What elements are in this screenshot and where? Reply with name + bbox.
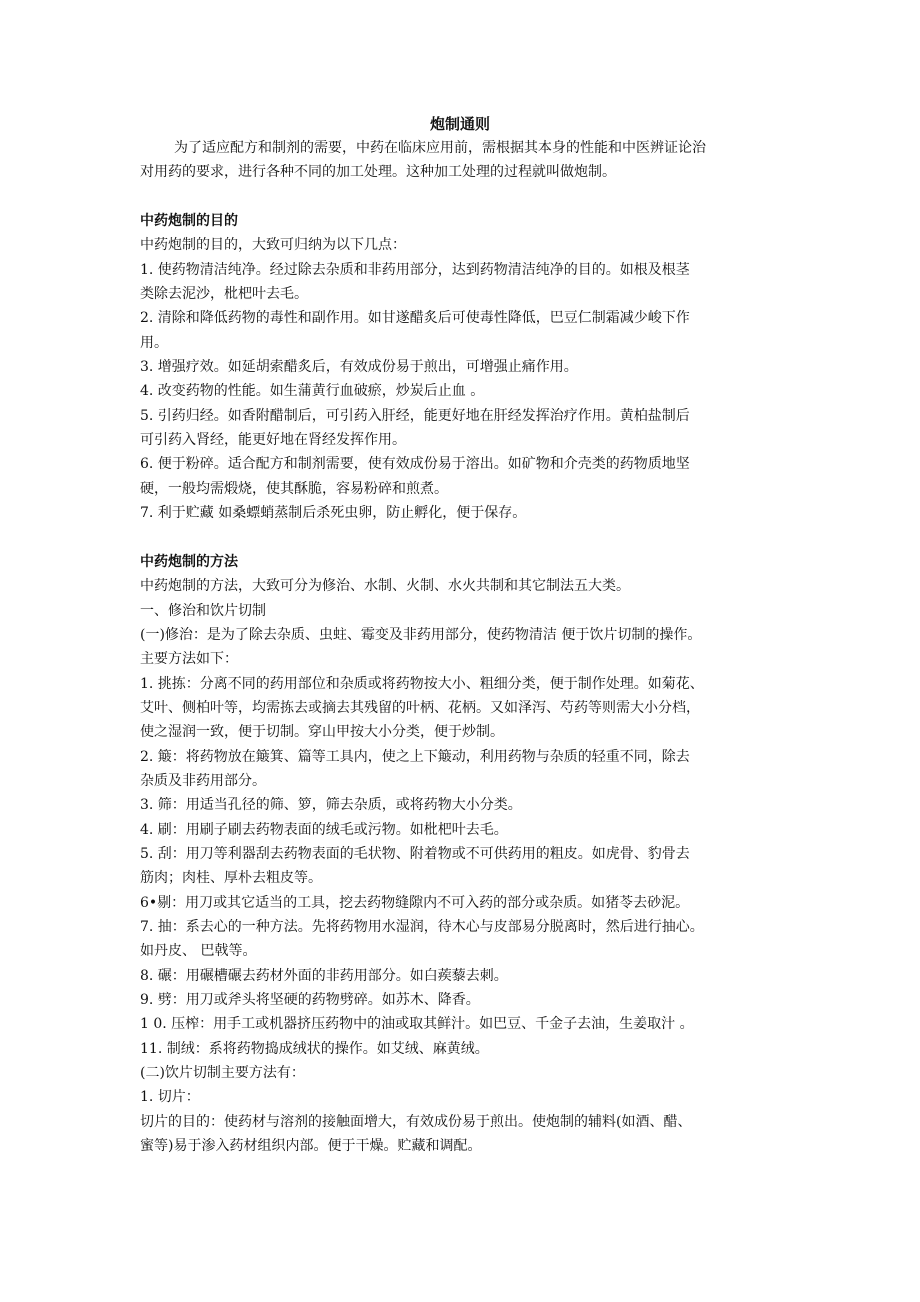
text-line: 1 0. 压榨：用手工或机器挤压药物中的油或取其鲜汁。如巴豆、千金子去油，生姜取汁 。 bbox=[140, 1016, 694, 1033]
section-heading: 中药炮制的方法 bbox=[140, 553, 238, 570]
text-line: 4. 改变药物的性能。如生蒲黄行血破瘀，炒炭后止血 。 bbox=[140, 383, 485, 400]
text-line: 2. 簸：将药物放在簸箕、篇等工具内，使之上下簸动，利用药物与杂质的轻重不同，除去 bbox=[140, 748, 690, 765]
text-line: 1. 切片： bbox=[140, 1089, 200, 1106]
text-line: (一)修治：是为了除去杂质、虫蛀、霉变及非药用部分，使药物清洁 便于饮片切制的操作。 bbox=[140, 626, 702, 643]
text-line: 切片的目的：使药材与溶剂的接触面增大，有效成份易于煎出。使炮制的辅料(如酒、醋、 bbox=[140, 1113, 692, 1130]
text-line: 1. 使药物清洁纯净。经过除去杂质和非药用部分，达到药物清洁纯净的目的。如根及根茎 bbox=[140, 261, 690, 278]
text-line: 一、修治和饮片切制 bbox=[140, 602, 266, 619]
text-line: 用。 bbox=[140, 334, 168, 351]
text-line: 杂质及非药用部分。 bbox=[140, 772, 266, 789]
text-line: 9. 劈：用刀或斧头将坚硬的药物劈碎。如苏木、降香。 bbox=[140, 992, 480, 1009]
text-line: 11. 制绒：系将药物捣成绒状的操作。如艾绒、麻黄绒。 bbox=[140, 1040, 489, 1057]
text-line: 7. 利于贮藏 如桑螵蛸蒸制后杀死虫卵，防止孵化，便于保存。 bbox=[140, 505, 527, 522]
text-line: 1. 挑拣：分离不同的药用部位和杂质或将药物按大小、粗细分类，便于制作处理。如菊花、 bbox=[140, 675, 704, 692]
text-line: 蜜等)易于渗入药材组织内部。便于干燥。贮藏和调配。 bbox=[140, 1138, 482, 1155]
paragraph-gap bbox=[140, 185, 800, 209]
document-body bbox=[140, 136, 800, 1158]
text-line: 可引药入肾经，能更好地在肾经发挥作用。 bbox=[140, 432, 406, 449]
text-line: (二)饮片切制主要方法有： bbox=[140, 1065, 305, 1082]
text-line: 中药炮制的目的，大致可归纳为以下几点： bbox=[140, 237, 406, 254]
text-line: 2. 清除和降低药物的毒性和副作用。如甘遂醋炙后可使毒性降低，巴豆仁制霜减少峻下作 bbox=[140, 310, 690, 327]
intro-line: 为了适应配方和制剂的需要，中药在临床应用前，需根据其本身的性能和中医辨证论治 bbox=[174, 140, 706, 156]
text-line: 3. 筛：用适当孔径的筛、箩，筛去杂质，或将药物大小分类。 bbox=[140, 797, 522, 814]
text-line: 使之湿润一致，便于切制。穿山甲按大小分类，便于炒制。 bbox=[140, 724, 504, 741]
text-line: 筋肉；肉桂、厚朴去粗皮等。 bbox=[140, 870, 322, 887]
paragraph-gap bbox=[140, 526, 800, 550]
section-heading: 中药炮制的目的 bbox=[140, 213, 238, 230]
text-line: 7. 抽：系去心的一种方法。先将药物用水湿润，待木心与皮部易分脱离时，然后进行抽心。 bbox=[140, 919, 704, 935]
text-line: 6. 便于粉碎。适合配方和制剂需要，使有效成份易于溶出。如矿物和介壳类的药物质地坚 bbox=[140, 456, 690, 473]
text-line: 5. 刮：用刀等利器刮去药物表面的毛状物、附着物或不可供药用的粗皮。如虎骨、豹骨去 bbox=[140, 845, 690, 862]
text-line: 6•剔：用刀或其它适当的工具，挖去药物缝隙内不可入药的部分或杂质。如猪苓去砂泥。 bbox=[140, 894, 690, 911]
intro-line: 对用药的要求，进行各种不同的加工处理。这种加工处理的过程就叫做炮制。 bbox=[140, 164, 616, 181]
text-line: 硬，一般均需煅烧，使其酥脆，容易粉碎和煎煮。 bbox=[140, 480, 448, 497]
text-line: 如丹皮、 巴戟等。 bbox=[140, 943, 257, 960]
text-line: 3. 增强疗效。如延胡索醋炙后，有效成份易于煎出，可增强止痛作用。 bbox=[140, 359, 578, 376]
text-line: 主要方法如下： bbox=[140, 651, 238, 668]
text-line: 5. 引药归经。如香附醋制后，可引药入肝经，能更好地在肝经发挥治疗作用。黄柏盐制后 bbox=[140, 407, 690, 424]
text-line: 类除去泥沙，枇杷叶去毛。 bbox=[140, 286, 308, 303]
text-line: 8. 碾：用碾槽碾去药材外面的非药用部分。如白蒺藜去刺。 bbox=[140, 967, 508, 984]
text-line: 4. 刷：用刷子刷去药物表面的绒毛或污物。如枇杷叶去毛。 bbox=[140, 821, 508, 838]
document-title: 炮制通则 bbox=[429, 115, 490, 133]
text-line: 中药炮制的方法，大致可分为修治、水制、火制、水火共制和其它制法五大类。 bbox=[140, 578, 630, 595]
text-line: 艾叶、侧柏叶等，均需拣去或摘去其残留的叶柄、花柄。又如泽泻、芍药等则需大小分档， bbox=[140, 699, 700, 716]
